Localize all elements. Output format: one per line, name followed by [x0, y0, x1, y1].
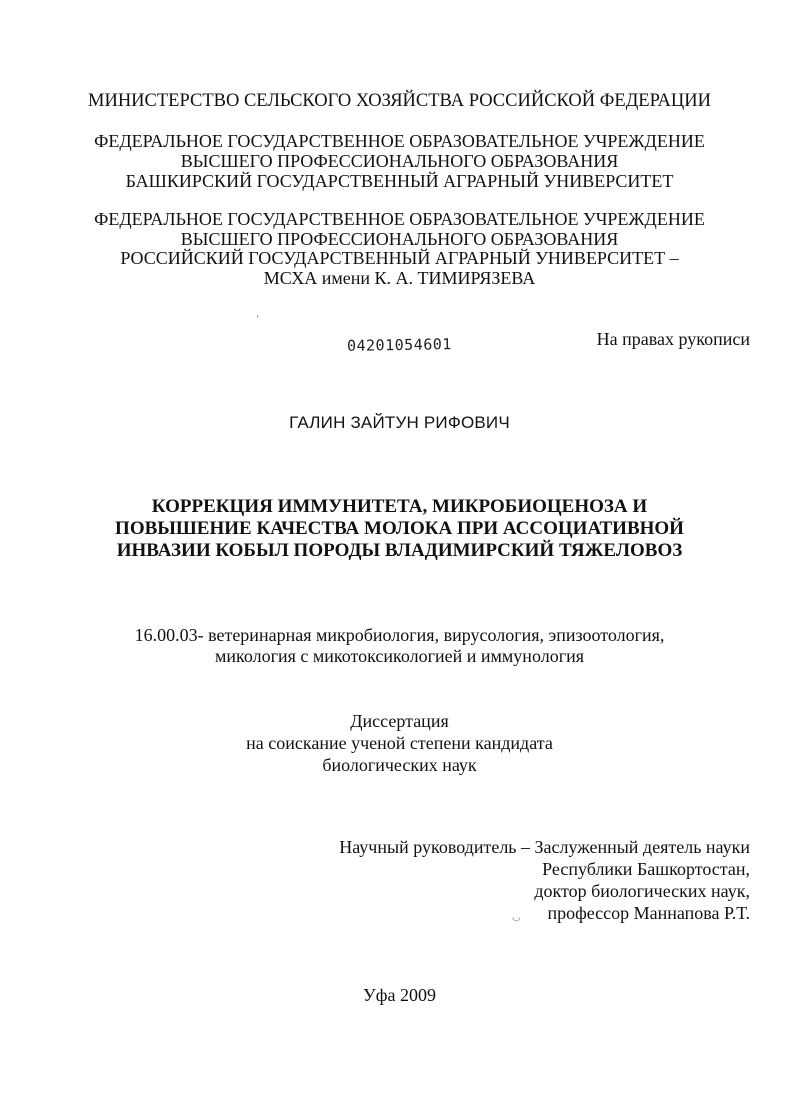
specialty-line2: микология с микотоксикологией и иммунология	[215, 646, 584, 666]
supervisor-line4: профессор Маннапова Р.Т.	[547, 903, 750, 923]
supervisor-line2: Республики Башкортостан,	[542, 859, 750, 879]
manuscript-rights-note: На правах рукописи	[596, 329, 750, 349]
ministry-name: МИНИСТЕРСТВО СЕЛЬСКОГО ХОЗЯЙСТВА РОССИЙСКОЙ ФЕДЕРАЦИИ	[88, 91, 711, 111]
degree-line: на соискание ученой степени кандидата	[246, 733, 553, 753]
city-year: Уфа 2009	[363, 985, 436, 1005]
field-line: биологических наук	[322, 755, 477, 775]
university1-line1: ФЕДЕРАЛЬНОЕ ГОСУДАРСТВЕННОЕ ОБРАЗОВАТЕЛЬНОЕ УЧРЕЖДЕНИЕ	[94, 131, 705, 151]
author-name: ГАЛИН ЗАЙТУН РИФОВИЧ	[289, 413, 510, 432]
university2-line2: ВЫСШЕГО ПРОФЕССИОНАЛЬНОГО ОБРАЗОВАНИЯ	[180, 229, 619, 249]
dissertation-label: Диссертация	[350, 711, 449, 731]
university2-line3: РОССИЙСКИЙ ГОСУДАРСТВЕННЫЙ АГРАРНЫЙ УНИВЕРСИТЕТ –	[120, 248, 679, 268]
title-line1: КОРРЕКЦИЯ ИММУНИТЕТА, МИКРОБИОЦЕНОЗА И	[151, 496, 648, 517]
scan-speck: ◡	[512, 912, 521, 923]
title-line2: ПОВЫШЕНИЕ КАЧЕСТВА МОЛОКА ПРИ АССОЦИАТИВНОЙ	[115, 518, 684, 539]
university1-line3: БАШКИРСКИЙ ГОСУДАРСТВЕННЫЙ АГРАРНЫЙ УНИВЕРСИТЕТ	[125, 171, 674, 191]
supervisor-line1: Научный руководитель – Заслуженный деятель науки	[339, 837, 750, 857]
title-line3: ИНВАЗИИ КОБЫЛ ПОРОДЫ ВЛАДИМИРСКИЙ ТЯЖЕЛОВОЗ	[116, 540, 683, 561]
specialty-line1: 16.00.03- ветеринарная микробиология, вирусология, эпизоотология,	[134, 625, 665, 645]
supervisor-line3: доктор биологических наук,	[534, 881, 750, 901]
scan-speck: ʻ	[256, 314, 260, 325]
university2-line1: ФЕДЕРАЛЬНОЕ ГОСУДАРСТВЕННОЕ ОБРАЗОВАТЕЛЬНОЕ УЧРЕЖДЕНИЕ	[94, 209, 705, 229]
library-stamp-number: 04201054601	[346, 335, 452, 355]
university2-line4: МСХА имени К. А. ТИМИРЯЗЕВА	[263, 268, 536, 288]
university1-line2: ВЫСШЕГО ПРОФЕССИОНАЛЬНОГО ОБРАЗОВАНИЯ	[180, 151, 619, 171]
